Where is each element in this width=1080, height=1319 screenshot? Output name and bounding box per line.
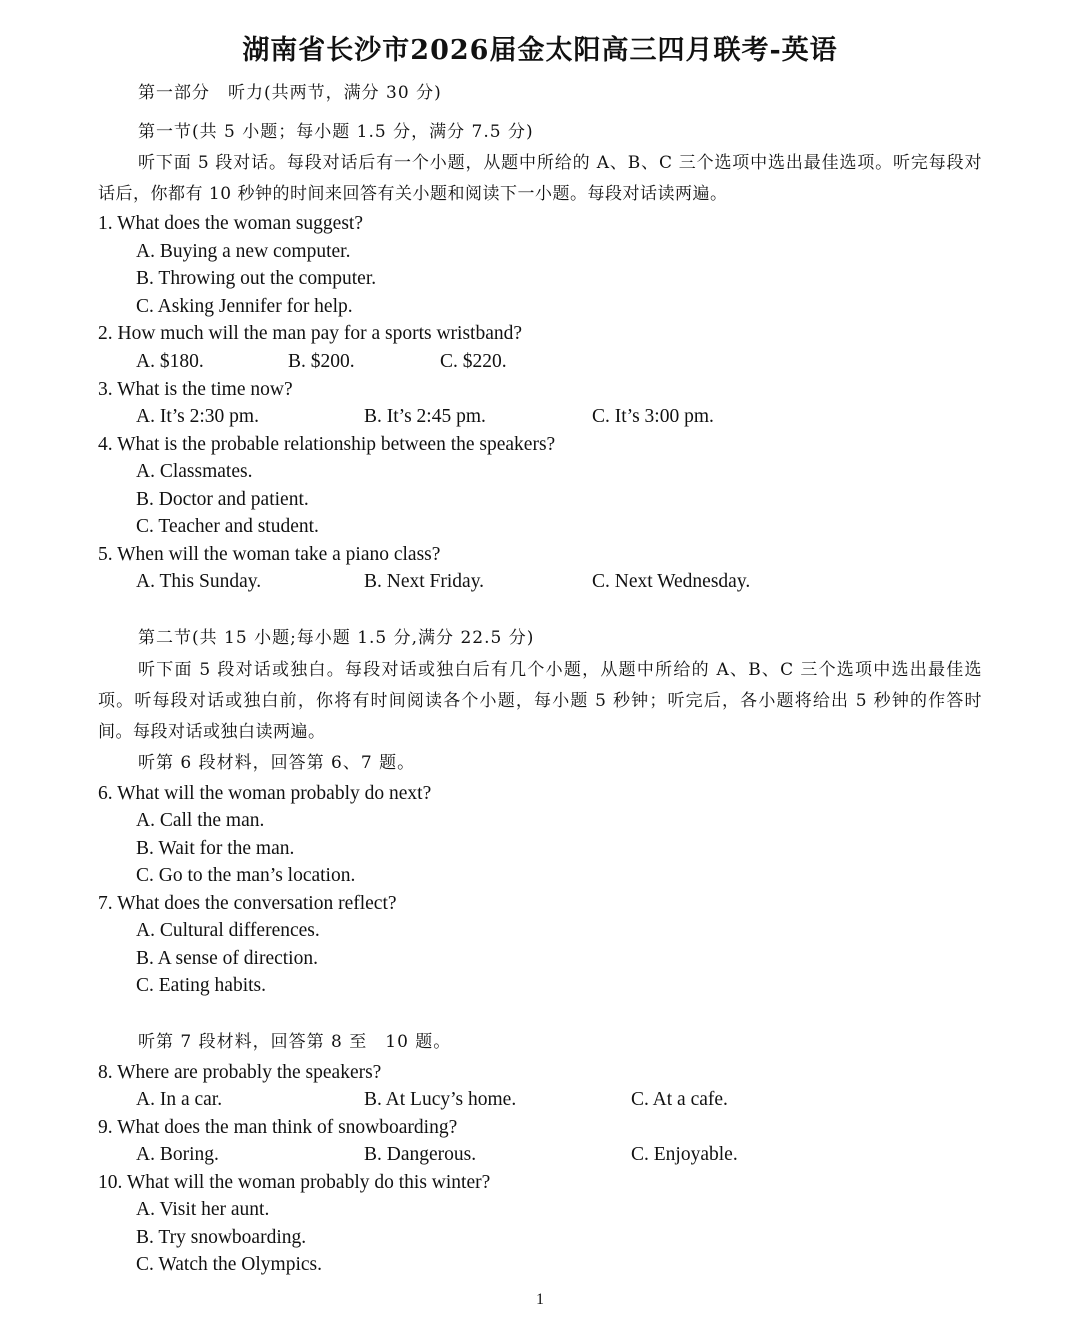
section1-instructions: 听下面 5 段对话。每段对话后有一个小题，从题中所给的 A、B、C 三个选项中选出最佳选项。听完每段对话后，你都有 10 秒钟的时间来回答有关小题和阅读下一小题。每段对话读两遍。 — [98, 153, 982, 204]
question-6: 6. What will the woman probably do next? — [98, 783, 432, 804]
question-5: 5. When will the woman take a piano class? — [98, 544, 441, 565]
part1-heading: 第一部分 听力(共两节，满分 30 分) — [138, 83, 442, 103]
q9-option-c: C. Enjoyable. — [631, 1144, 738, 1165]
q1-option-c: C. Asking Jennifer for help. — [136, 296, 353, 317]
q6-option-c: C. Go to the man’s location. — [136, 865, 356, 886]
q5-option-b: B. Next Friday. — [364, 571, 485, 592]
q3-option-a: A. It’s 2:30 pm. — [136, 406, 259, 427]
question-4: 4. What is the probable relationship between the speakers? — [98, 434, 556, 455]
q2-option-b: B. $200. — [288, 351, 355, 372]
q10-option-b: B. Try snowboarding. — [136, 1227, 307, 1248]
page-number: 1 — [536, 1291, 544, 1308]
q8-option-b: B. At Lucy’s home. — [364, 1089, 517, 1110]
q7-option-c: C. Eating habits. — [136, 975, 266, 996]
q1-option-b: B. Throwing out the computer. — [136, 268, 377, 289]
q3-option-c: C. It’s 3:00 pm. — [592, 406, 714, 427]
q10-option-c: C. Watch the Olympics. — [136, 1254, 323, 1275]
q7-option-b: B. A sense of direction. — [136, 948, 318, 969]
q9-option-a: A. Boring. — [136, 1144, 219, 1165]
question-1: 1. What does the woman suggest? — [98, 213, 364, 234]
question-9: 9. What does the man think of snowboarding? — [98, 1117, 458, 1138]
section2-heading: 第二节(共 15 小题;每小题 1.5 分,满分 22.5 分) — [138, 628, 535, 648]
question-7: 7. What does the conversation reflect? — [98, 893, 397, 914]
q6-option-a: A. Call the man. — [136, 810, 265, 831]
q5-option-a: A. This Sunday. — [136, 571, 262, 592]
q4-option-a: A. Classmates. — [136, 461, 253, 482]
q9-option-b: B. Dangerous. — [364, 1144, 477, 1165]
q1-option-a: A. Buying a new computer. — [136, 241, 351, 262]
q6-option-b: B. Wait for the man. — [136, 838, 295, 859]
q2-option-c: C. $220. — [440, 351, 507, 372]
q7-option-a: A. Cultural differences. — [136, 920, 320, 941]
q8-option-a: A. In a car. — [136, 1089, 223, 1110]
q2-option-a: A. $180. — [136, 351, 204, 372]
material-7-heading: 听第 7 段材料，回答第 8 至 10 题。 — [138, 1032, 452, 1052]
q4-option-c: C. Teacher and student. — [136, 516, 319, 537]
question-10: 10. What will the woman probably do this winter? — [98, 1172, 491, 1193]
question-3: 3. What is the time now? — [98, 379, 293, 400]
q3-option-b: B. It’s 2:45 pm. — [364, 406, 486, 427]
section2-instructions: 听下面 5 段对话或独白。每段对话或独白后有几个小题，从题中所给的 A、B、C 三个选项中选出最佳选项。听每段对话或独白前，你将有时间阅读各个小题，每小题 5 秒钟；听完后，各小题将给出 5 秒钟的作答时间。每段对话或独白读两遍。 — [98, 660, 982, 742]
q10-option-a: A. Visit her aunt. — [136, 1199, 270, 1220]
q4-option-b: B. Doctor and patient. — [136, 489, 309, 510]
question-8: 8. Where are probably the speakers? — [98, 1062, 382, 1083]
q8-option-c: C. At a cafe. — [631, 1089, 728, 1110]
question-2: 2. How much will the man pay for a sports wristband? — [98, 323, 523, 344]
material-6-heading: 听第 6 段材料，回答第 6、7 题。 — [138, 753, 416, 773]
page-title: 湖南省长沙市2026届金太阳高三四月联考-英语 — [242, 35, 838, 66]
q5-option-c: C. Next Wednesday. — [592, 571, 751, 592]
section1-heading: 第一节(共 5 小题；每小题 1.5 分，满分 7.5 分) — [138, 122, 534, 142]
